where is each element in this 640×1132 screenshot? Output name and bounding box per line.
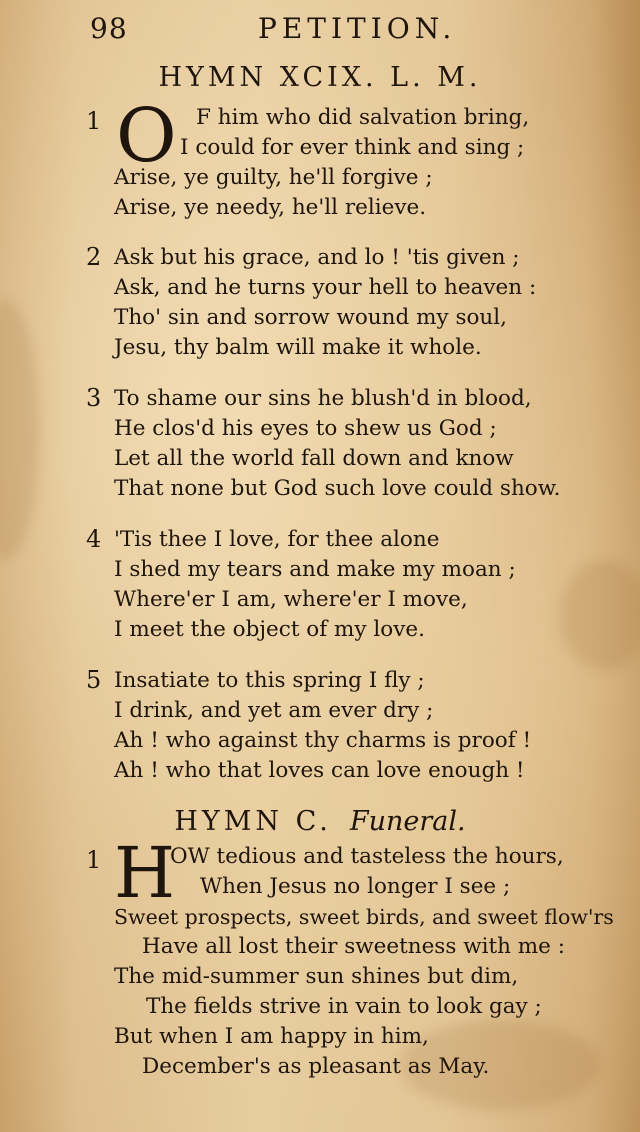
verse-line: December's as pleasant as May. (142, 1054, 490, 1079)
verse-line: F him who did salvation bring, (196, 105, 530, 130)
stanza-number: 2 (86, 243, 102, 271)
verse-line: I shed my tears and make my moan ; (114, 557, 516, 582)
verse-line: Let all the world fall down and know (114, 446, 514, 471)
hymn-title (0, 62, 640, 93)
verse-line: But when I am happy in him, (114, 1024, 429, 1049)
verse-line: Arise, ye needy, he'll relieve. (114, 195, 427, 220)
verse-line: He clos'd his eyes to shew us God ; (114, 416, 497, 441)
verse-line: Sweet prospects, sweet birds, and sweet flow'rs (114, 905, 614, 929)
running-title: PETITION. (258, 12, 457, 45)
verse-line: I drink, and yet am ever dry ; (114, 698, 434, 723)
verse-line: Ask, and he turns your hell to heaven : (114, 275, 537, 300)
stanza-number: 1 (86, 846, 102, 874)
drop-cap: O (116, 93, 177, 179)
verse-line: The fields strive in vain to look gay ; (146, 994, 542, 1019)
verse-line: Ah ! who that loves can love enough ! (114, 758, 525, 783)
verse-line: The mid-summer sun shines but dim, (114, 964, 519, 989)
verse-line: When Jesus no longer I see ; (200, 874, 511, 899)
verse-line: Ah ! who against thy charms is proof ! (114, 728, 532, 753)
stanza-number: 3 (86, 384, 102, 412)
verse-line: I could for ever think and sing ; (180, 135, 525, 160)
drop-cap: H (114, 832, 176, 914)
hymn-title-text: HYMN C. (174, 806, 332, 837)
verse-line: That none but God such love could show. (114, 476, 561, 501)
verse-line: I meet the object of my love. (114, 617, 425, 642)
verse-line: Ask but his grace, and lo ! 'tis given ; (114, 245, 520, 270)
verse-line: Arise, ye guilty, he'll forgive ; (114, 165, 433, 190)
stanza-number: 5 (86, 666, 102, 694)
page-number: 98 (90, 12, 128, 45)
verse-line: Where'er I am, where'er I move, (114, 587, 468, 612)
verse-line: OW tedious and tasteless the hours, (170, 844, 564, 869)
hymn-occasion: Funeral. (349, 806, 466, 837)
verse-line: To shame our sins he blush'd in blood, (114, 386, 532, 411)
page-header (0, 8, 640, 48)
verse-line: 'Tis thee I love, for thee alone (114, 527, 440, 552)
stanza-number: 1 (86, 107, 102, 135)
verse-line: Have all lost their sweetness with me : (142, 934, 565, 959)
hymn-title (0, 806, 640, 837)
verse-line: Insatiate to this spring I fly ; (114, 668, 425, 693)
verse-line: Tho' sin and sorrow wound my soul, (114, 305, 507, 330)
verse-line: Jesu, thy balm will make it whole. (114, 335, 482, 360)
stanza-number: 4 (86, 525, 102, 553)
hymn-title-text: HYMN XCIX. L. M. (158, 62, 482, 93)
